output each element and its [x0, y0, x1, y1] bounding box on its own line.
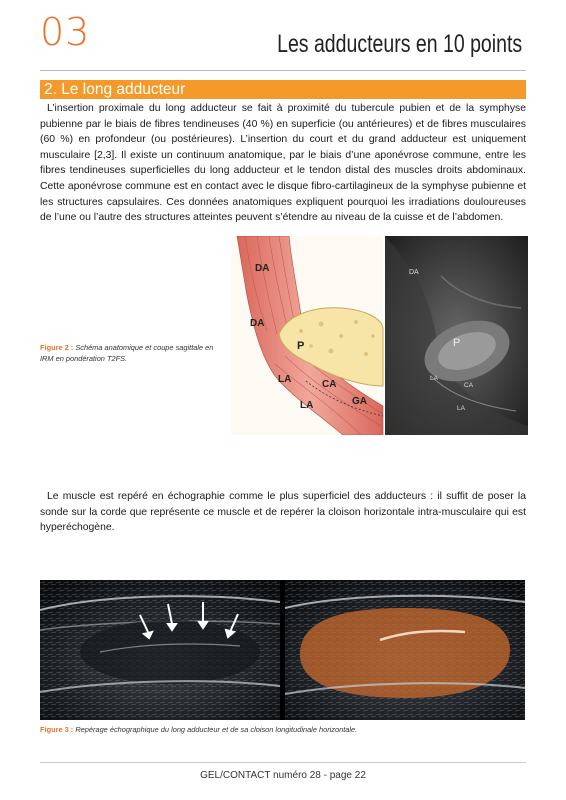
anatomic-schema	[231, 236, 383, 435]
page-number: 03	[40, 10, 91, 54]
figure3-caption	[40, 725, 526, 734]
section-header-bar	[40, 80, 526, 99]
ultrasound-right	[285, 580, 525, 720]
mri-image	[385, 236, 528, 435]
schema-label-ca: CA	[322, 379, 337, 390]
figure3-label: Figure 3 :	[40, 725, 74, 734]
section-title: 2. Le long adducteur	[44, 81, 186, 98]
paragraph-echography: Le muscle est repéré en échographie comme le plus superficiel des adducteurs : il suffit de poser la sonde sur la corde que représente ce muscle et de repérer la cloison horizontale intra-musculaire qui est hyperéchogène.	[40, 491, 526, 534]
figure3-image	[40, 580, 525, 720]
schema-label-la2: LA	[300, 400, 314, 411]
mri-label-p: P	[453, 337, 461, 349]
schema-label-ga: GA	[352, 396, 367, 407]
mri-label-da: DA	[409, 269, 419, 276]
header-rule	[40, 70, 526, 71]
mri-label-la2: LA	[457, 405, 465, 412]
schema-label-la1: LA	[278, 374, 292, 385]
footer-rule	[40, 762, 526, 763]
schema-label-da1: DA	[255, 263, 270, 274]
figure2-caption	[40, 343, 218, 364]
schema-label-da2: DA	[250, 318, 265, 329]
footer: GEL/CONTACT numéro 28 - page 22	[200, 770, 366, 781]
mri-label-ca: CA	[464, 382, 474, 389]
figure2-caption-text: Schéma anatomique et coupe sagittale en IRM en pondération T2FS.	[40, 343, 214, 363]
mri-label-la1: LA	[430, 375, 438, 382]
document-title: Les adducteurs en 10 points	[276, 30, 522, 58]
figure2-label: Figure 2 :	[40, 343, 74, 352]
paragraph-insertion: L’insertion proximale du long adducteur se fait à proximité du tubercule pubien et de la symphyse pubienne par le biais de fibres tendineuses (40 %) en superficie (ou antérieures) et de fibres musculaires (60 %) en profondeur (ou postérieures). L’insertion du court et du grand adducteur est uniquement musculaire [2,3]. Il existe un continuum anatomique, par le biais d’une aponévrose commune, entre les fibres tendineuses superficielles du long adducteur et le tendon distal des muscles droits abdominaux. Cette aponévrose commune est en contact avec le disque fibro-cartilagineux de la symphyse pubienne et les structures capsulaires. Ces données anatomiques expliquent pourquoi les irradiations douloureuses de l’une ou l’autre des structures atteintes peuvent s’étendre au niveau de la cuisse et de l’abdomen.	[40, 103, 526, 224]
figure2-image	[231, 236, 528, 435]
schema-label-p: P	[297, 340, 305, 352]
figure3-caption-text: Repérage échographique du long adducteur et de sa cloison longitudinale horizontale.	[75, 725, 358, 734]
ultrasound-left	[40, 580, 280, 720]
